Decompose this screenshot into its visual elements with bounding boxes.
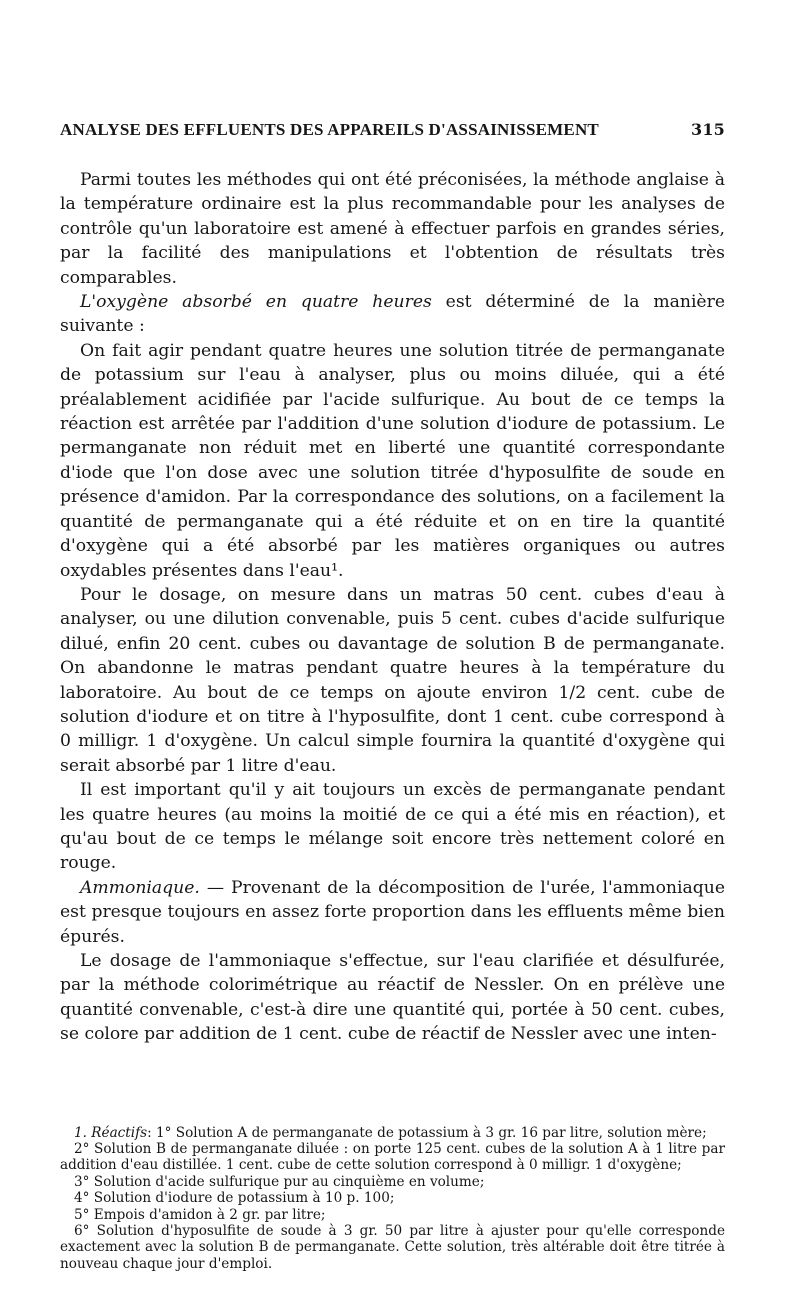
paragraph-6-text: — Provenant de la décomposition de l'urée, l'ammoniaque est presque toujours en assez forte proportion dans les effluents même bien épurés. <box>60 877 725 947</box>
page-number: 315 <box>691 120 725 139</box>
paragraph-2 <box>60 290 725 339</box>
paragraph-4: Pour le dosage, on mesure dans un matras 50 cent. cubes d'eau à analyser, ou une dilution convenable, puis 5 cent. cubes d'acide sulfurique dilué, enfin 20 cent. cubes ou davantage de solution B de permanganate. On abandonne le matras pendant quatre heures à la température du laboratoire. Au bout de ce temps on ajoute environ 1/2 cent. cube de solution d'iodure et on titre à l'hyposulfite, dont 1 cent. cube correspond à 0 milligr. 1 d'oxygène. Un calcul simple fournira la quantité d'oxygène qui serait absorbé par 1 litre d'eau. <box>60 584 725 776</box>
paragraph-2-text: est déterminé de la manière suivante : <box>60 292 725 337</box>
paragraph-1: Parmi toutes les méthodes qui ont été préconisées, la méthode anglaise à la température ordinaire est la plus recommandable pour les analyses de contrôle qu'un laboratoire est amené à effectuer parfois en grandes séries, par la facilité des manipulations et l'obtention de résultats très comparables. <box>60 170 725 288</box>
paragraph-3: On fait agir pendant quatre heures une solution titrée de permanganate de potassium sur l'eau à analyser, plus ou moins diluée, qui a été préalablement acidifiée par l'acide sulfurique. Au bout de ce temps la réaction est arrêtée par l'addition d'une solution d'iodure de potassium. Le permanganate non réduit met en liberté une quantité correspondante d'iode que l'on dose avec une solution titrée d'hyposulfite de soude en présence d'amidon. Par la correspondance des solutions, on a facilement la quantité de permanganate qui a été réduite et on en tire la quantité d'oxygène qui a été absorbé par les matières organiques ou autres oxydables présentes dans l'eau¹. <box>60 340 725 581</box>
footnotes <box>60 1125 725 1273</box>
footnote-1-label: 1. Réactifs <box>74 1124 148 1141</box>
paragraph-5: Il est important qu'il y ait toujours un excès de permanganate pendant les quatre heures (au moins la moitié de ce qui a été mis en réaction), et qu'au bout de ce temps le mélange soit encore très nettement coloré en rouge. <box>60 780 725 874</box>
footnote-4: 4° Solution d'iodure de potassium à 10 p. 100; <box>74 1190 395 1207</box>
page <box>60 120 725 1272</box>
ammonia-heading: Ammoniaque. <box>80 877 200 898</box>
body-text <box>60 168 725 1047</box>
footnote-3: 3° Solution d'acide sulfurique pur au cinquième en volume; <box>74 1173 485 1190</box>
footnote-6: 6° Solution d'hyposulfite de soude à 3 gr. 50 par litre à ajuster pour qu'elle corresponde exactement avec la solution B de permanganate. Cette solution, très altérable doit être titrée à nouveau chaque jour d'emploi. <box>60 1223 725 1272</box>
running-header <box>60 120 725 140</box>
footnote-1-text: : 1° Solution A de permanganate de potassium à 3 gr. 16 par litre, solution mère; <box>147 1124 707 1141</box>
paragraph-7: Le dosage de l'ammoniaque s'effectue, sur l'eau clarifiée et désulfurée, par la méthode colorimétrique au réactif de Nessler. On en prélève une quantité convenable, c'est-à dire une quantité qui, portée à 50 cent. cubes, se colore par addition de 1 cent. cube de réactif de Nessler avec une inten- <box>60 951 725 1045</box>
running-title: ANALYSE DES EFFLUENTS DES APPAREILS D'ASSAINISSEMENT <box>60 120 599 139</box>
footnote-5: 5° Empois d'amidon à 2 gr. par litre; <box>74 1206 326 1223</box>
footnote-2: 2° Solution B de permanganate diluée : on porte 125 cent. cubes de la solution A à 1 litre par addition d'eau distillée. 1 cent. cube de cette solution correspond à 0 milligr. 1 d'oxygène; <box>60 1141 725 1174</box>
footnote-1 <box>60 1125 725 1141</box>
paragraph-6 <box>60 876 725 949</box>
oxygen-heading: L'oxygène absorbé en quatre heures <box>80 292 432 313</box>
